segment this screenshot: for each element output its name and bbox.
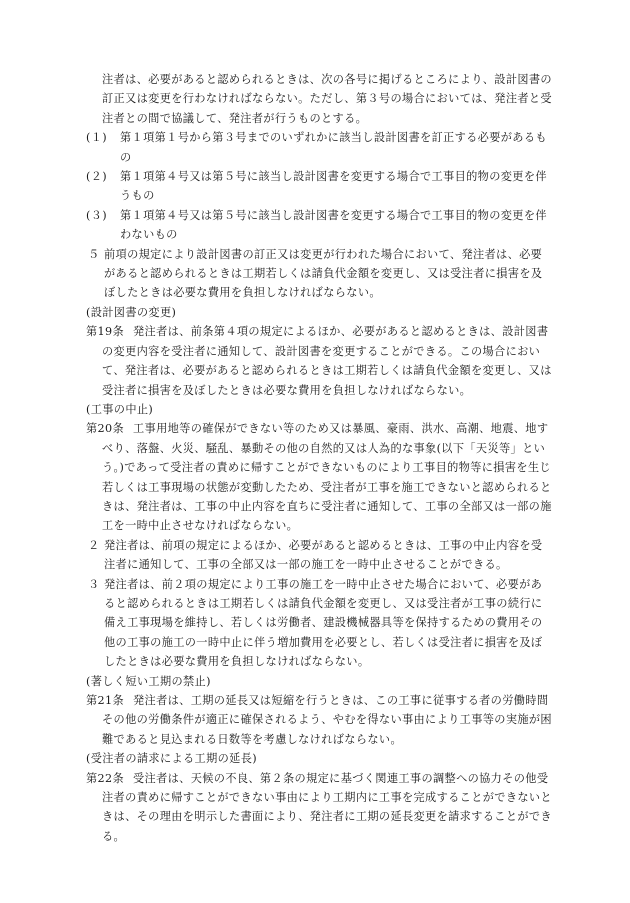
article-19-heading: (設計図書の変更) [86, 305, 177, 319]
item-text: 第１項第４号又は第５号に該当し設計図書を変更する場合で工事目的物の変更を伴わないもの [120, 208, 547, 242]
article-number: 第20条 [86, 422, 125, 436]
item-text: 第１項第１号から第３号までのいずれかに該当し設計図書を訂正する必要があるもの [120, 131, 547, 164]
item-text: 第１項第４号又は第５号に該当し設計図書を変更する場合で工事目的物の変更を伴うもの [120, 170, 547, 203]
paragraph-text: 前項の規定により設計図書の訂正又は変更が行われた場合において、発注者は、必要があると認められるときは工期若しくは請負代金額を変更し、又は受注者に損害を及ぼしたときは必要な費用を負担しなければならない。 [104, 247, 543, 300]
article-number: 第21条 [86, 694, 125, 707]
article-20-paragraph-3 [86, 575, 552, 672]
article-text: 発注者は、前条第４項の規定によるほか、必要があると認めるときは、設計図書の変更内容を受注者に通知して、設計図書を変更することができる。この場合において、発注者は、必要があると認められるときは工期若しくは請負代金額を変更し、又は受注者に損害を及ぼしたときは必要な費用を負担しなければならない。 [102, 325, 552, 397]
article-20-heading: (工事の中止) [86, 402, 154, 416]
article-22 [86, 769, 552, 847]
article-19 [86, 322, 552, 400]
article-21-heading: (著しく短い工期の禁止) [86, 674, 211, 688]
article-22-heading: (受注者の請求による工期の延長) [86, 752, 257, 766]
intro-paragraph: 注者は、必要があると認められるときは、次の各号に掲げるところにより、設計図書の訂正又は変更を行わなければならない。ただし、第３号の場合においては、発注者と受注者との間で協議して、発注者が行うものとする。 [102, 73, 552, 125]
paragraph-5 [86, 245, 552, 303]
list-item [86, 167, 552, 206]
paragraph-number: ２ [88, 538, 100, 552]
article-text: 発注者は、工期の延長又は短縮を行うときは、この工事に従事する者の労働時間その他の労働条件が適正に確保されるよう、やむを得ない事由により工事等の実施が困難であると見込まれる日数等を考慮しなければならない。 [102, 694, 552, 746]
article-20-paragraph-2 [86, 536, 552, 575]
paragraph-text: 発注者は、前項の規定によるほか、必要があると認めるときは、工事の中止内容を受注者に通知して、工事の全部又は一部の施工を一時中止させることができる。 [104, 538, 543, 572]
article-21 [86, 691, 552, 749]
article-number: 第22条 [86, 771, 125, 785]
paragraph-number: ５ [88, 247, 100, 261]
item-label: (２) [86, 170, 107, 184]
item-label: (３) [86, 208, 107, 222]
article-text: 受注者は、天候の不良、第２条の規定に基づく関連工事の調整への協力その他受注者の責めに帰すことができない事由により工期内に工事を完成することができないときは、その理由を明示した書面により、発注者に工期の延長変更を請求することができる。 [102, 771, 552, 843]
article-number: 第19条 [86, 325, 125, 339]
document-body [86, 70, 552, 846]
article-text: 工事用地等の確保ができない等のため又は暴風、豪雨、洪水、高潮、地震、地すべり、落盤、火災、騒乱、暴動その他の自然的又は人為的な事象(以下「天災等」という。)であって受注者の責めに帰すことができないものにより工事目的物等に損害を生じ若しくは工事現場の状態が変動したため、受注者が工事を施工できないと認められるときは、発注者は、工事の中止内容を直ちに受注者に通知して、工事の全部又は一部の施工を一時中止させなければならない。 [102, 422, 552, 533]
paragraph-text: 発注者は、前２項の規定により工事の施工を一時中止させた場合において、必要があると認められるときは工期若しくは請負代金額を変更し、又は受注者が工事の続行に備え工事現場を維持し、若しくは労働者、建設機械器具等を保持するための費用その他の工事の施工の一時中止に伴う増加費用を必要とし、若しくは受注者に損害を及ぼしたときは必要な費用を負担しなければならない。 [104, 577, 543, 669]
list-item [86, 206, 552, 245]
list-item [86, 128, 552, 167]
item-label: (１) [86, 131, 107, 145]
paragraph-number: ３ [88, 577, 100, 591]
article-20 [86, 419, 552, 535]
